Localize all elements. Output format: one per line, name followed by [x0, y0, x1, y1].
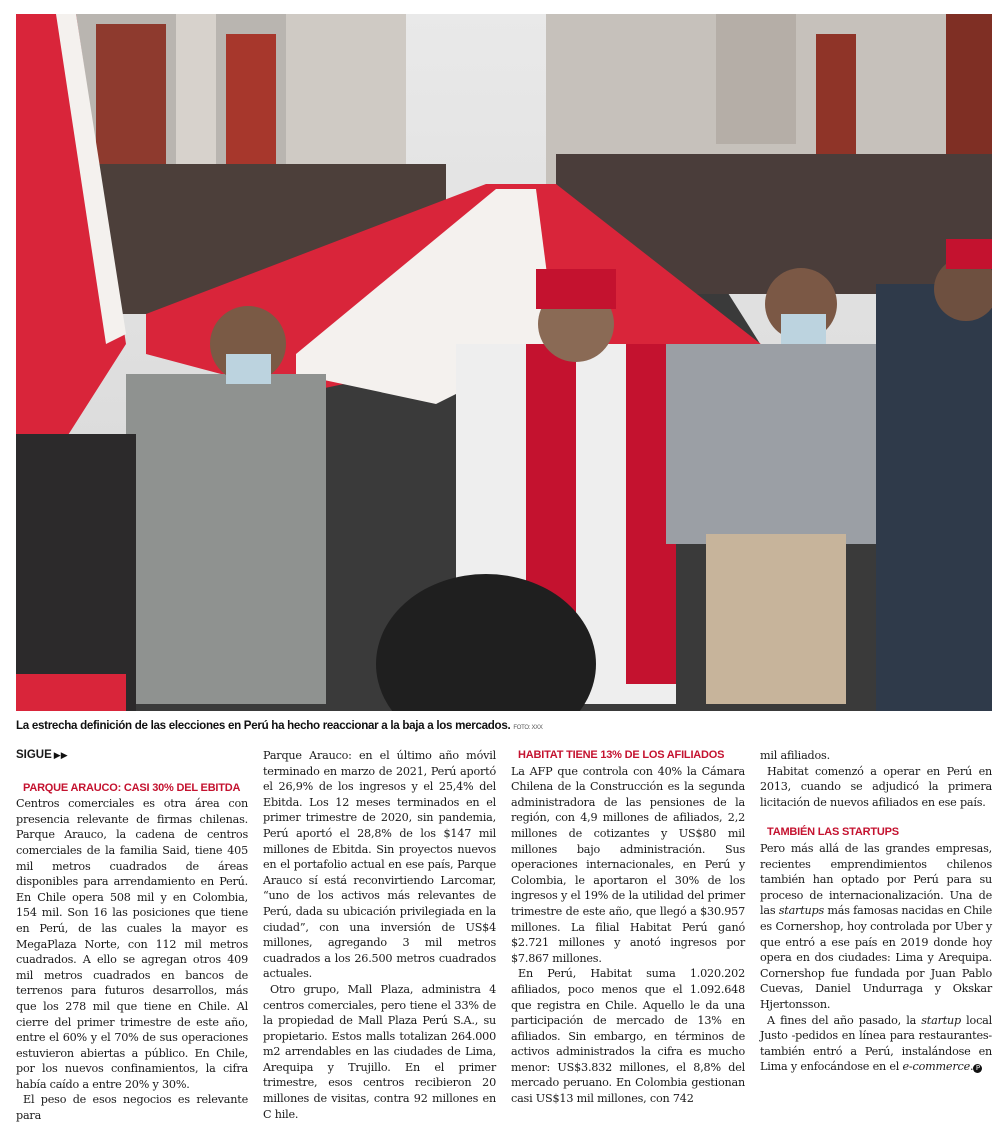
section-heading-arauco: PARQUE ARAUCO: CASI 30% DEL EBITDA: [23, 781, 241, 794]
paragraph: En Perú, Habitat suma 1.020.202 afiliados, poco menos que el 1.092.648 que registra en Chile. Aquello le da una participación de mercado de 13% en afiliados. Sin embargo, en términos de activos administrados la cifra es mucho menor: US$3.832 millones, el 8,8% del mercado peruano. En Colombia gestionan casi US$13 mil millones, con 742: [511, 967, 745, 1106]
paragraph: Otro grupo, Mall Plaza, administra 4 centros comerciales, pero tiene el 33% de la propiedad de Mall Plaza Perú S.A., su propietario. Estos malls totalizan 264.000 m2 arrendables en las ciudades de Lima, Arequipa y Trujillo. En el primer trimestre, esos centros recibieron 20 millones de visitas, contra 92 millones en C hile.: [263, 982, 496, 1121]
section-heading-habitat: HABITAT TIENE 13% DE LOS AFILIADOS: [518, 749, 725, 761]
end-of-article-icon: P: [973, 1064, 982, 1073]
paragraph: Pero más allá de las grandes empresas, recientes emprendimientos chilenos también han optado por Perú para su proceso de internacionalización. Una de las startups más famosas nacidas en Chile es Cornershop, hoy controlada por Uber y que entró a ese país en 2019 donde hoy opera en dos ciudades: Lima y Arequipa. Cornershop fue fundada por Juan Pablo Cuevas, Daniel Undurraga y Okskar Hjertonsson.: [760, 841, 992, 1011]
paragraph: mil afiliados.: [760, 749, 830, 762]
person-dark-jacket: [876, 284, 992, 711]
paragraph: Parque Arauco: en el último año móvil terminado en marzo de 2021, Perú aportó el 26,9% de los ingresos y el 25,4% del Ebitda. Los 12 meses terminados en el primer trimestre de 2020, sin pandemia, Perú aportó el 28,8% de los $147 mil millones de Ebitda. Sin proyectos nuevos en el portafolio actual en ese país, Parque Arauco sí está reconvirtiendo Larcomar, “uno de los activos más relevantes de Perú, dada su ubicación privilegiada en la ciudad”, con una inversión de US$4 millones, agregando 3 mil metros cuadrados a los 26.500 metros cuadrados actuales.: [263, 749, 496, 981]
article-column-2: [263, 748, 496, 1121]
photo-credit: FOTO: XXX: [513, 725, 543, 731]
person-grey-hoodie: [126, 374, 326, 704]
continued-label: SIGUE ▶▶: [16, 749, 68, 761]
double-arrow-right-icon: ▶▶: [53, 750, 68, 760]
paragraph: Centros comerciales es otra área con presencia relevante de firmas chilenas. Parque Arauco, la cadena de centros comerciales de la familia Said, tiene 405 mil metros cuadrados de áreas disponibles para arrendamiento en Perú. En Chile opera 508 mil y en Colombia, 154 mil. Son 16 las posiciones que tiene en Perú, de las cuales la mayor es MegaPlaza Norte, con 112 mil metros cuadrados. A ello se agregan otros 409 mil metros cuadrados en bancos de terrenos para futuros desarrollos, más que los 278 mil que tiene en Chile. Al cierre del primer trimestre de este año, entre el 60% y el 70% de sus operaciones estuvieron abiertas a público. En Chile, por los nuevos confinamientos, la cifra había caído a entre 20% y 30%.: [16, 797, 248, 1091]
news-photo: [16, 14, 992, 711]
person-plaid-shirt: [666, 344, 876, 544]
article-column-3: [511, 748, 745, 1106]
article-column-4: [760, 748, 992, 1078]
article-column-1: [16, 748, 248, 1123]
paragraph: A fines del año pasado, la startup local Justo -pedidos en línea para restaurantes- también entró a Perú, instalándose en Lima y enfocándose en el e-commerce. P: [760, 1013, 993, 1074]
photo-caption: [16, 719, 992, 732]
section-heading-startups: TAMBIÉN LAS STARTUPS: [767, 826, 899, 839]
paragraph: Habitat comenzó a operar en Perú en 2013, cuando se adjudicó la primera licitación de nuevos afiliados en ese país.: [760, 764, 992, 809]
caption-text: La estrecha definición de las elecciones en Perú ha hecho reaccionar a la baja a los mercados.: [16, 719, 511, 732]
paragraph: El peso de esos negocios es relevante para: [16, 1093, 248, 1123]
paragraph: La AFP que controla con 40% la Cámara Chilena de la Construcción es la segunda administradora de las pensiones de la región, con 4,9 millones de afiliados, 2,2 millones de cotizantes y US$80 mil millones bajo administración. Sus operaciones internacionales, en Perú y Colombia, le aportaron el 30% de los ingresos y el 19% de la utilidad del primer trimestre de este año, que llegó a $30.957 millones. La filial Habitat Perú ganó $2.721 millones y anotó ingresos por $7.867 millones.: [511, 764, 745, 965]
